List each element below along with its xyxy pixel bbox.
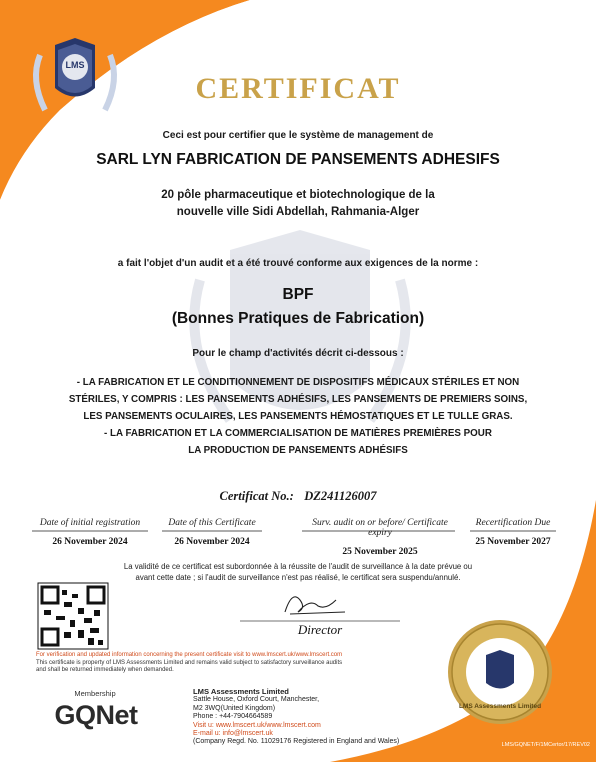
scope-line: STÉRILES, Y COMPRIS : LES PANSEMENTS ADHÉSIFS, LES PANSEMENTS DE PREMIERS SOINS, — [68, 394, 528, 405]
date-value: 26 November 2024 — [52, 537, 128, 547]
property-line1: This certificate is property of LMS Assessments Limited and remains valid subject to satisfactory surveillance audits — [36, 660, 343, 666]
date-column — [443, 518, 583, 547]
footer-visit[interactable]: Visit u: www.lmscert.uk/www.lmscert.com — [193, 721, 321, 729]
validity-line2: avant cette date ; si l'audit de surveillance n'est pas réalisé, le certificat sera suspendu/annulé. — [135, 573, 461, 582]
footer-org: LMS Assessments Limited — [193, 687, 289, 696]
company-address-line1: 20 pôle pharmaceutique et biotechnologique de la — [161, 189, 435, 201]
scope-intro: Pour le champ d'activités décrit ci-dessous : — [192, 348, 404, 359]
date-label: Date of initial registration — [39, 518, 141, 528]
footer-email[interactable]: E-mail u: info@lmscert.uk — [193, 730, 273, 738]
date-value: 25 November 2025 — [342, 547, 418, 557]
company-address-line2: nouvelle ville Sidi Abdellah, Rahmania-Alger — [176, 206, 420, 218]
footer-phone: Phone : +44-7904664589 — [193, 713, 273, 721]
footer-reference: LMS/GQNET/F/1MCertor/17/REV02 — [501, 742, 590, 748]
certificate-number-label: Certificat No.: — [219, 489, 294, 503]
certificate-title: CERTIFICAT — [195, 72, 401, 105]
audit-statement: a fait l'objet d'un audit et a été trouvé conforme aux exigences de la norme : — [117, 258, 479, 269]
date-label: Recertification Due — [475, 518, 551, 528]
certificate-number-row — [0, 487, 596, 505]
scope-line: LA PRODUCTION DE PANSEMENTS ADHÉSIFS — [188, 445, 408, 456]
standard-code: BPF — [282, 286, 314, 303]
intro-text: Ceci est pour certifier que le système de management de — [162, 130, 434, 141]
membership-label: Membership — [74, 689, 116, 698]
footer-address2: M2 3WQ(United Kingdom) — [193, 704, 276, 712]
gqnet-logo: GQNet — [54, 700, 138, 730]
footer-address1: Sattle House, Oxford Court, Manchester, — [193, 696, 320, 704]
lms-logo-text: LMS — [65, 60, 85, 70]
date-column — [300, 518, 460, 557]
date-column — [20, 518, 160, 547]
date-label: Surv. audit on or before/ Certificate expiry — [312, 518, 448, 538]
scope-line: - LA FABRICATION ET LA COMMERCIALISATION DE MATIÈRES PREMIÈRES POUR — [104, 428, 492, 439]
date-value: 25 November 2027 — [475, 537, 551, 547]
seal-text: LMS Assessments Limited — [458, 703, 542, 710]
company-name: SARL LYN FABRICATION DE PANSEMENTS ADHESIFS — [96, 151, 500, 168]
scope-line: LES PANSEMENTS OCULAIRES, LES PANSEMENTS HÉMOSTATIQUES ET LE TULLE GRAS. — [83, 411, 513, 422]
certificate-number: DZ241126007 — [304, 489, 377, 503]
director-signature — [285, 597, 345, 614]
footer-contact — [193, 688, 453, 747]
qr-code — [38, 583, 108, 649]
date-label: Date of this Certificate — [168, 518, 256, 528]
date-value: 26 November 2024 — [174, 537, 250, 547]
date-column — [142, 518, 282, 547]
verification-text: For verification and updated information concerning the present certificate visit to www.lmscert.uk/www.lmscert.com — [36, 652, 343, 658]
standard-name: (Bonnes Pratiques de Fabrication) — [171, 310, 425, 327]
director-label: Director — [297, 622, 343, 637]
footer-registration: (Company Regd. No. 11029176 Registered in England and Wales) — [193, 738, 400, 746]
validity-line1: La validité de ce certificat est subordonnée à la réussite de l'audit de surveillance à la date prévue ou — [123, 562, 473, 571]
scope-line: - LA FABRICATION ET LE CONDITIONNEMENT DE DISPOSITIFS MÉDICAUX STÉRILES ET NON — [76, 377, 520, 388]
property-line2: and shall be returned immediately when demanded. — [36, 667, 174, 673]
